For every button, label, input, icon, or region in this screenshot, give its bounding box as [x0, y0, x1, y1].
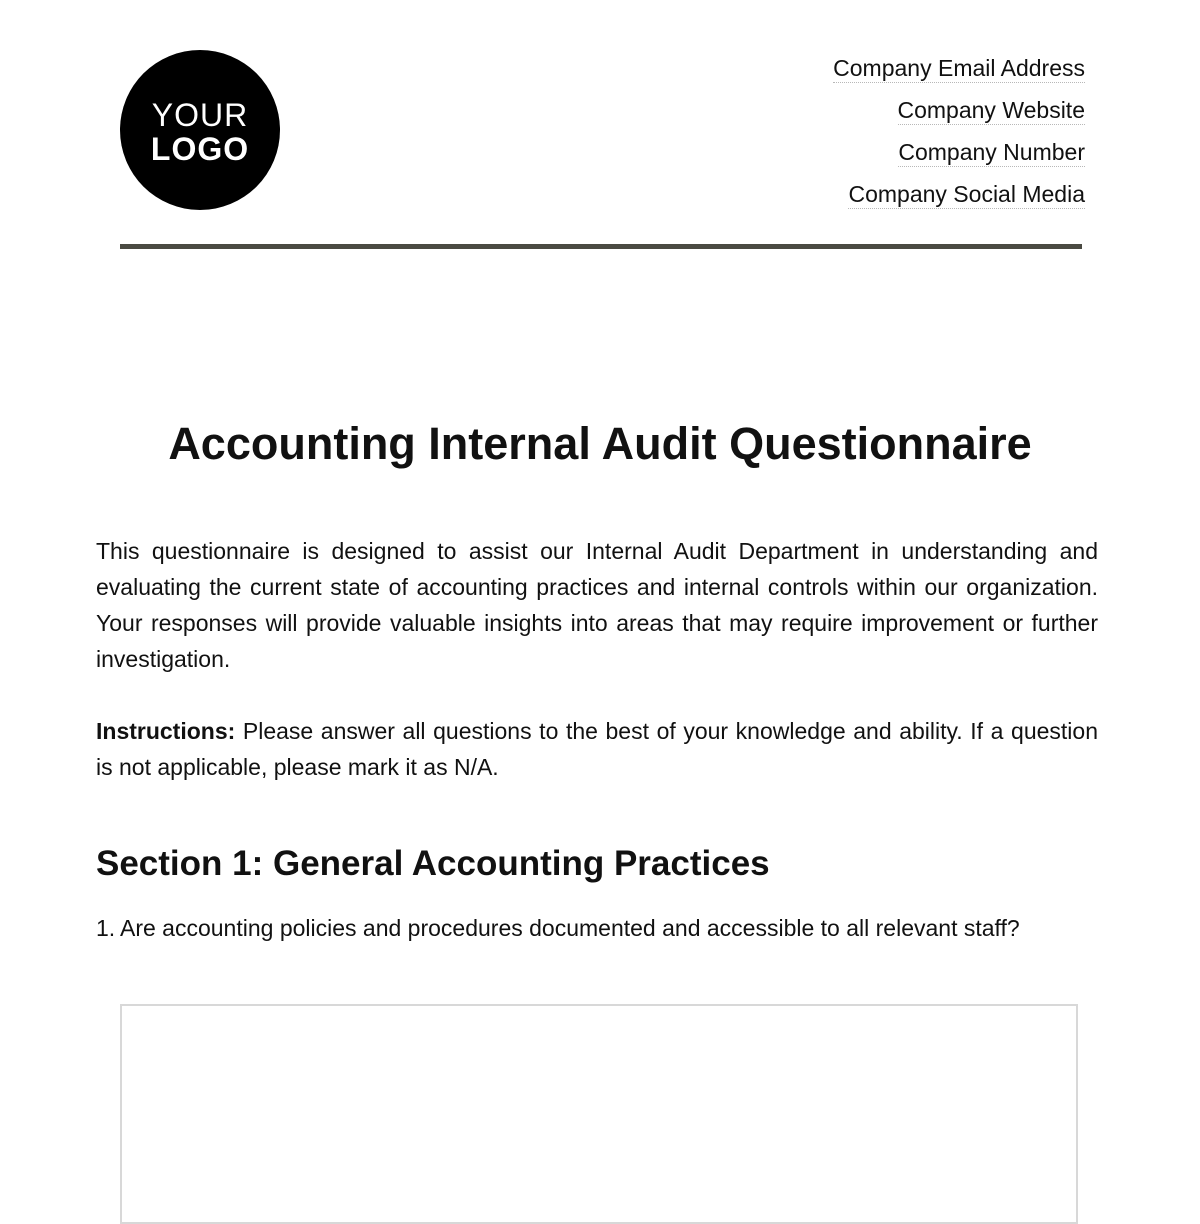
company-contact-block [833, 54, 1085, 222]
logo-line-2: LOGO [150, 131, 250, 167]
company-number-link[interactable]: Company Number [898, 139, 1085, 165]
header-divider [120, 244, 1082, 249]
company-logo [120, 50, 280, 210]
section-heading: Section 1: General Accounting Practices [96, 844, 770, 883]
company-website-line [833, 96, 1085, 124]
instructions-label: Instructions: [96, 718, 236, 744]
intro-paragraph: This questionnaire is designed to assist our Internal Audit Department in understanding and evaluating the current state of accounting practices and internal controls within our organization. Your responses will provide valuable insights into areas that may require improvement or further investigation. [96, 538, 1098, 672]
document-title: Accounting Internal Audit Questionnaire [168, 418, 1032, 469]
question-text: Are accounting policies and procedures documented and accessible to all relevant staff? [120, 915, 1020, 941]
company-website-link[interactable]: Company Website [897, 97, 1085, 123]
answer-field[interactable] [120, 1004, 1078, 1224]
company-number-line [833, 138, 1085, 166]
company-email-link[interactable]: Company Email Address [833, 55, 1085, 81]
company-social-link[interactable]: Company Social Media [848, 181, 1085, 207]
question-item [96, 910, 1076, 946]
instructions-text: Please answer all questions to the best of your knowledge and ability. If a question is not applicable, please mark it as N/A. [96, 718, 1098, 780]
company-email-line [833, 54, 1085, 82]
question-number: 1. [96, 915, 116, 941]
instructions-paragraph [96, 713, 1098, 785]
company-social-line [833, 180, 1085, 208]
logo-line-1: YOUR [151, 97, 249, 133]
